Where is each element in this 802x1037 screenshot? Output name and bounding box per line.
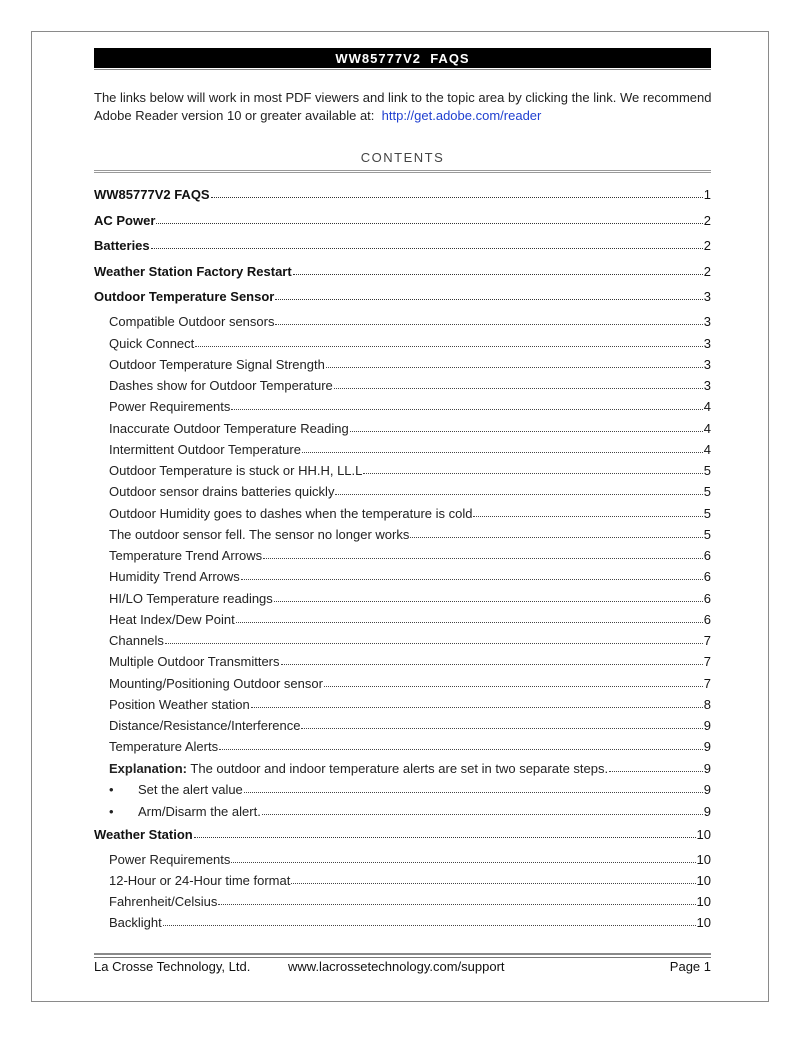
toc-page-number: 9: [703, 761, 711, 776]
toc-entry-label: [109, 739, 218, 754]
toc-leader-dots: [410, 536, 702, 538]
toc-leader-dots: [219, 748, 703, 750]
toc-entry-subsection[interactable]: [109, 357, 711, 372]
toc-entry-text: Weather Station: [94, 827, 193, 842]
toc-entry-section[interactable]: [94, 827, 711, 842]
toc-entry-subsection[interactable]: [109, 463, 711, 478]
bullet-icon: •: [109, 804, 114, 819]
toc-page-number: 10: [696, 852, 711, 867]
toc-page-number: 1: [703, 187, 711, 202]
toc-entry-bold-prefix: Explanation:: [109, 761, 188, 776]
toc-leader-dots: [194, 836, 696, 838]
contents-heading: CONTENTS: [360, 150, 445, 165]
toc-entry-subsection[interactable]: [109, 676, 711, 691]
toc-entry-subsection[interactable]: [109, 915, 711, 930]
toc-page-number: 9: [703, 739, 711, 754]
toc-page-number: 10: [696, 827, 711, 842]
toc-entry-text: Set the alert value: [138, 782, 243, 797]
toc-leader-dots: [326, 366, 703, 368]
toc-entry-text: Distance/Resistance/Interference: [109, 718, 301, 733]
toc-entry-section[interactable]: [94, 238, 711, 253]
toc-entry-text: Intermittent Outdoor Temperature: [109, 442, 301, 457]
toc-entry-text: Temperature Alerts: [109, 739, 219, 754]
footer-rule: [94, 953, 711, 955]
toc-leader-dots: [165, 642, 703, 644]
toc-entry-subsection[interactable]: [109, 421, 711, 436]
toc-page-number: 9: [703, 718, 711, 733]
toc-page-number: 6: [703, 612, 711, 627]
toc-entry-label: [109, 697, 250, 712]
toc-entry-text: Outdoor Temperature Sensor: [94, 289, 275, 304]
toc-entry-text: AC Power: [94, 213, 156, 228]
toc-entry-subsection[interactable]: [109, 591, 711, 606]
toc-page-number: 3: [703, 314, 711, 329]
toc-entry-label: [109, 548, 262, 563]
toc-entry-text: Outdoor Temperature Signal Strength: [109, 357, 325, 372]
toc-entry-label: [94, 827, 193, 842]
toc-entry-label: [109, 633, 164, 648]
toc-entry-subsection[interactable]: [109, 697, 711, 712]
toc-leader-dots: [195, 345, 703, 347]
toc-entry-subsection[interactable]: [109, 484, 711, 499]
toc-page-number: 9: [703, 804, 711, 819]
toc-leader-dots: [291, 882, 695, 884]
toc-entry-label: [109, 336, 194, 351]
toc-leader-dots: [262, 813, 703, 815]
toc-entry-text: Humidity Trend Arrows: [109, 569, 240, 584]
toc-entry-label: [109, 612, 235, 627]
toc-page-number: 7: [703, 633, 711, 648]
toc-leader-dots: [211, 196, 703, 198]
toc-entry-section[interactable]: [94, 213, 711, 228]
toc-page-number: 6: [703, 548, 711, 563]
toc-entry-text: 12-Hour or 24-Hour time format: [109, 873, 291, 888]
toc-entry-label: [94, 213, 155, 228]
toc-entry-subsection[interactable]: [109, 612, 711, 627]
toc-page-number: 4: [703, 421, 711, 436]
toc-leader-dots: [473, 515, 702, 517]
toc-entry-subsection[interactable]: [109, 336, 711, 351]
toc-entry-label: [109, 761, 608, 776]
toc-page-number: 3: [703, 378, 711, 393]
footer-rule-secondary: [94, 957, 711, 958]
toc-page-number: 5: [703, 484, 711, 499]
toc-entry-label: [109, 894, 217, 909]
footer-company: La Crosse Technology, Ltd.: [94, 959, 251, 974]
toc-page-number: 8: [703, 697, 711, 712]
toc-leader-dots: [251, 706, 703, 708]
toc-entry-subsection[interactable]: [109, 654, 711, 669]
toc-leader-dots: [151, 247, 703, 249]
adobe-reader-link[interactable]: http://get.adobe.com/reader: [381, 108, 542, 123]
toc-page-number: 10: [696, 894, 711, 909]
toc-entry-text: Fahrenheit/Celsius: [109, 894, 218, 909]
toc-entry-label: [109, 484, 334, 499]
toc-entry-label: [94, 264, 292, 279]
toc-entry-label: [109, 782, 243, 797]
toc-leader-dots: [363, 472, 702, 474]
toc-entry-text: Outdoor Humidity goes to dashes when the temperature is cold: [109, 506, 473, 521]
toc-page-number: 5: [703, 463, 711, 478]
toc-entry-text: Temperature Trend Arrows: [109, 548, 263, 563]
toc-entry-subsection[interactable]: [109, 399, 711, 414]
toc-entry-text: Weather Station Factory Restart: [94, 264, 292, 279]
toc-entry-label: [109, 569, 240, 584]
toc-leader-dots: [156, 222, 702, 224]
toc-entry-subsection[interactable]: [109, 782, 711, 797]
toc-page-number: 7: [703, 676, 711, 691]
toc-page-number: 10: [696, 873, 711, 888]
toc-entry-label: [109, 915, 162, 930]
toc-entry-subsection[interactable]: [109, 761, 711, 776]
toc-entry-subsection[interactable]: [109, 804, 711, 819]
toc-leader-dots: [301, 727, 702, 729]
toc-entry-text: Arm/Disarm the alert.: [138, 804, 261, 819]
footer-page-number: Page 1: [669, 959, 711, 974]
toc-leader-dots: [350, 430, 703, 432]
toc-page-number: 6: [703, 591, 711, 606]
toc-entry-text: Batteries: [94, 238, 150, 253]
toc-entry-section[interactable]: [94, 264, 711, 279]
toc-entry-subsection[interactable]: [109, 378, 711, 393]
footer-url[interactable]: www.lacrossetechnology.com/support: [288, 959, 505, 974]
intro-text: The links below will work in most PDF viewers and link to the topic area by clicking the link. We recommend Adobe Reader version 10 or greater available at:: [94, 90, 712, 123]
toc-entry-subsection[interactable]: [109, 739, 711, 754]
toc-page-number: 10: [696, 915, 711, 930]
toc-page-number: 4: [703, 442, 711, 457]
contents-rule-secondary: [94, 172, 711, 173]
toc-page-number: 5: [703, 506, 711, 521]
toc-page-number: 3: [703, 336, 711, 351]
toc-leader-dots: [275, 323, 702, 325]
toc-entry-label: [109, 442, 301, 457]
toc-entry-label: [94, 238, 150, 253]
toc-entry-label: [109, 421, 349, 436]
toc-entry-text: Multiple Outdoor Transmitters: [109, 654, 280, 669]
toc-page-number: 9: [703, 782, 711, 797]
toc-entry-label: [109, 357, 325, 372]
toc-entry-label: [94, 289, 274, 304]
toc-entry-text: Position Weather station: [109, 697, 250, 712]
toc-entry-section[interactable]: [94, 187, 711, 202]
toc-page-number: 6: [703, 569, 711, 584]
toc-entry-label: [109, 591, 273, 606]
page-title: WW85777V2 FAQS: [94, 48, 711, 68]
toc-leader-dots: [281, 663, 703, 665]
toc-entry-subsection[interactable]: [109, 506, 711, 521]
toc-page-number: 4: [703, 399, 711, 414]
toc-entry-text: Heat Index/Dew Point: [109, 612, 235, 627]
toc-leader-dots: [263, 557, 703, 559]
toc-entry-subsection[interactable]: [109, 873, 711, 888]
toc-entry-label: [109, 852, 230, 867]
toc-entry-text: Quick Connect: [109, 336, 195, 351]
toc-entry-section[interactable]: [94, 289, 711, 304]
toc-leader-dots: [163, 924, 696, 926]
toc-page-number: 3: [703, 289, 711, 304]
toc-entry-text: WW85777V2 FAQS: [94, 187, 210, 202]
toc-leader-dots: [335, 493, 702, 495]
toc-page-number: 2: [703, 238, 711, 253]
toc-leader-dots: [324, 685, 703, 687]
toc-entry-label: [109, 527, 409, 542]
toc-entry-text: Backlight: [109, 915, 162, 930]
toc-page-number: 5: [703, 527, 711, 542]
toc-entry-label: [109, 718, 300, 733]
toc-entry-subsection[interactable]: [109, 442, 711, 457]
toc-leader-dots: [334, 387, 703, 389]
toc-entry-text: The outdoor and indoor temperature alerts are set in two separate steps.: [190, 761, 609, 776]
toc-entry-text: Inaccurate Outdoor Temperature Reading: [109, 421, 349, 436]
toc-entry-text: Channels: [109, 633, 164, 648]
toc-entry-text: Outdoor sensor drains batteries quickly: [109, 484, 335, 499]
toc-page-number: 7: [703, 654, 711, 669]
toc-entry-subsection[interactable]: [109, 527, 711, 542]
toc-leader-dots: [274, 600, 703, 602]
toc-entry-label: [109, 654, 280, 669]
toc-entry-label: [109, 873, 290, 888]
toc-entry-subsection[interactable]: [109, 894, 711, 909]
toc-page-number: 2: [703, 264, 711, 279]
toc-entry-label: [109, 399, 230, 414]
toc-entry-subsection[interactable]: [109, 852, 711, 867]
intro-paragraph: [94, 89, 714, 125]
title-underline: [94, 69, 711, 70]
toc-entry-subsection[interactable]: [109, 314, 711, 329]
toc-entry-subsection[interactable]: [109, 569, 711, 584]
toc-entry-label: [109, 314, 274, 329]
bullet-icon: •: [109, 782, 114, 797]
toc-page-number: 2: [703, 213, 711, 228]
toc-leader-dots: [231, 861, 695, 863]
toc-leader-dots: [218, 903, 695, 905]
toc-entry-label: [109, 804, 261, 819]
toc-leader-dots: [241, 578, 703, 580]
toc-leader-dots: [302, 451, 703, 453]
toc-entry-text: HI/LO Temperature readings: [109, 591, 273, 606]
toc-entry-subsection[interactable]: [109, 633, 711, 648]
toc-leader-dots: [293, 273, 703, 275]
toc-entry-label: [109, 463, 362, 478]
toc-leader-dots: [609, 770, 703, 772]
contents-rule: [94, 170, 711, 171]
toc-page-number: 3: [703, 357, 711, 372]
toc-entry-text: Outdoor Temperature is stuck or HH.H, LL.L: [109, 463, 363, 478]
toc-entry-text: Compatible Outdoor sensors: [109, 314, 275, 329]
toc-entry-label: [109, 676, 323, 691]
toc-entry-text: Mounting/Positioning Outdoor sensor: [109, 676, 323, 691]
toc-entry-text: The outdoor sensor fell. The sensor no longer works: [109, 527, 410, 542]
toc-leader-dots: [244, 791, 703, 793]
toc-entry-label: [109, 506, 472, 521]
toc-leader-dots: [275, 298, 702, 300]
toc-entry-label: [109, 378, 333, 393]
toc-leader-dots: [231, 408, 702, 410]
toc-entry-text: Dashes show for Outdoor Temperature: [109, 378, 333, 393]
toc-entry-text: Power Requirements: [109, 852, 231, 867]
toc-entry-subsection[interactable]: [109, 548, 711, 563]
toc-entry-text: Power Requirements: [109, 399, 231, 414]
toc-entry-label: [94, 187, 210, 202]
toc-leader-dots: [236, 621, 703, 623]
toc-entry-subsection[interactable]: [109, 718, 711, 733]
document-page: [31, 31, 769, 1002]
